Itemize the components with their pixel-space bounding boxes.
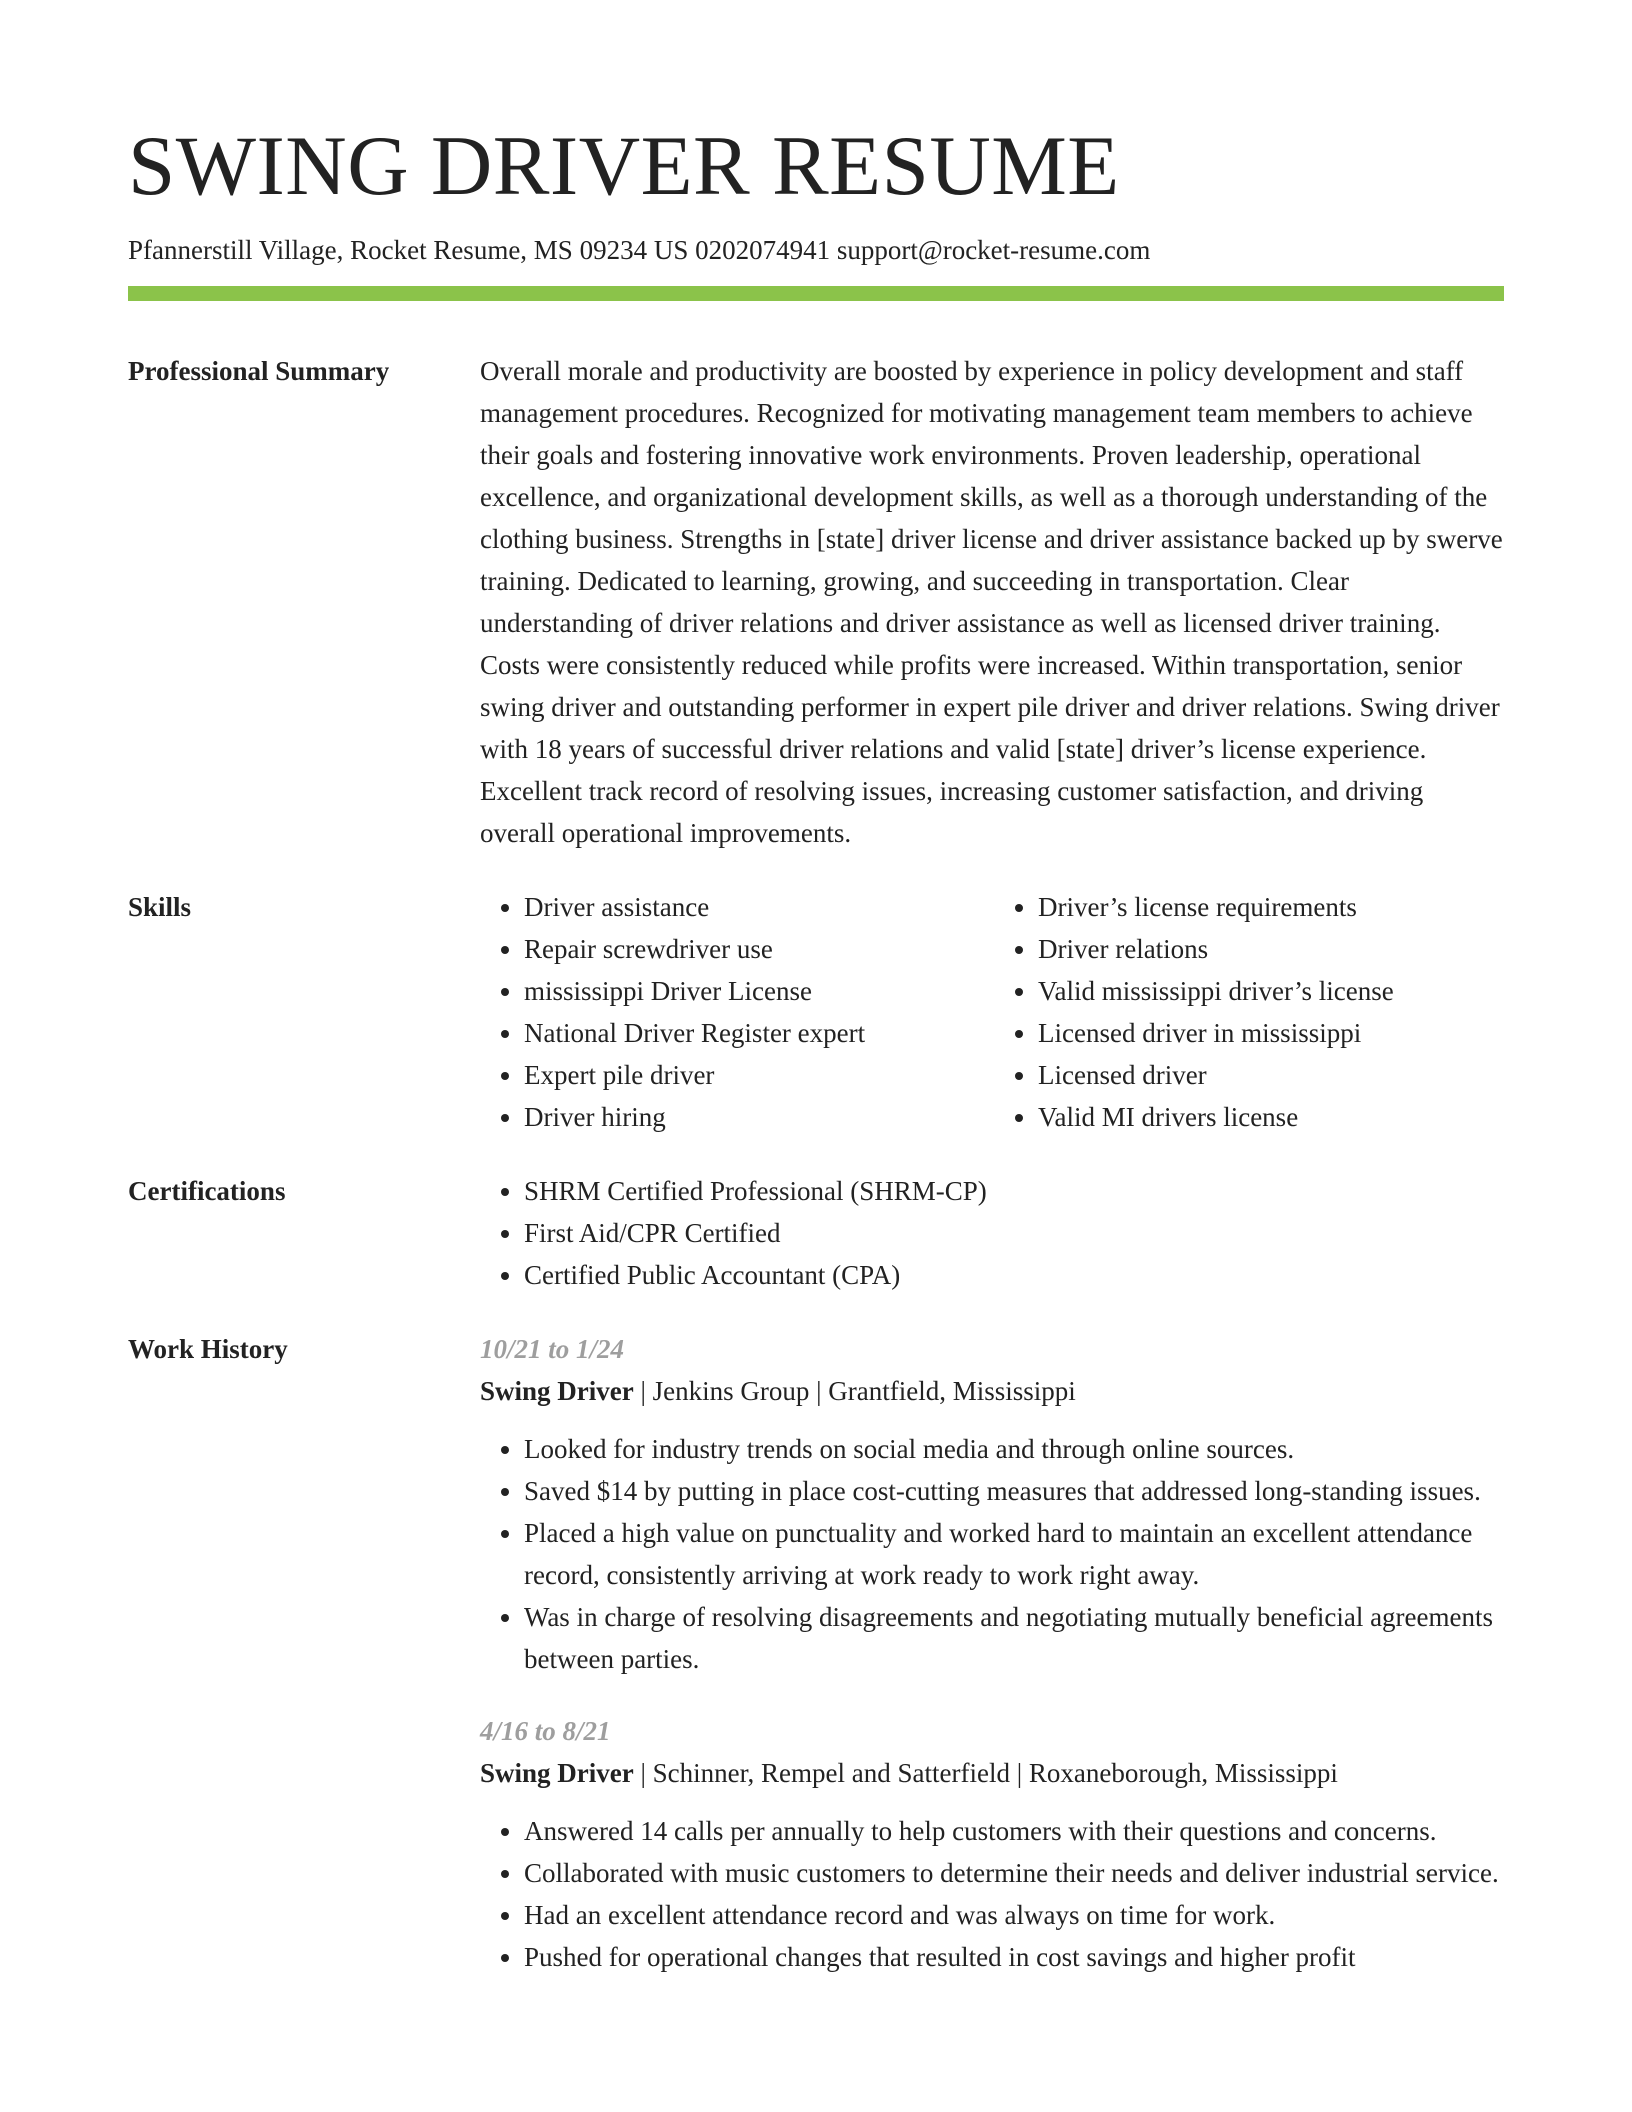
resume-title: SWING DRIVER RESUME bbox=[128, 119, 1120, 213]
job-bullet: • Looked for industry trends on social media and through online sources. bbox=[524, 1428, 1504, 1470]
skill-item: • mississippi Driver License bbox=[524, 970, 984, 1012]
skill-item: • National Driver Register expert bbox=[524, 1012, 984, 1054]
section-label: Professional Summary bbox=[128, 356, 390, 386]
job-bullet: • Answered 14 calls per annually to help customers with their questions and concerns. bbox=[524, 1810, 1504, 1852]
resume-content bbox=[128, 350, 1504, 1978]
skill-item: • Driver’s license requirements bbox=[1038, 886, 1498, 928]
section-label: Skills bbox=[128, 892, 192, 922]
skill-item: • Driver relations bbox=[1038, 928, 1498, 970]
certifications-list bbox=[480, 1170, 1504, 1296]
skill-item: • Valid MI drivers license bbox=[1038, 1096, 1498, 1138]
skills-list-left bbox=[480, 886, 984, 1138]
skill-item: • Expert pile driver bbox=[524, 1054, 984, 1096]
skill-item: • Valid mississippi driver’s license bbox=[1038, 970, 1498, 1012]
section-body bbox=[480, 1170, 1504, 1296]
section-skills bbox=[128, 886, 1504, 1138]
certification-item: • SHRM Certified Professional (SHRM-CP) bbox=[524, 1170, 1504, 1212]
contact-line: Pfannerstill Village, Rocket Resume, MS 09234 US 0202074941 support@rocket-resume.com bbox=[128, 235, 1151, 265]
job-heading bbox=[480, 1370, 1504, 1412]
header-divider bbox=[128, 286, 1504, 301]
job-bullets bbox=[480, 1810, 1504, 1978]
job-dates: 4/16 to 8/21 bbox=[480, 1716, 611, 1746]
job-employer-location: | Schinner, Rempel and Satterfield | Roxaneborough, Mississippi bbox=[633, 1758, 1338, 1788]
section-certifications bbox=[128, 1170, 1504, 1296]
job-role: Swing Driver bbox=[480, 1376, 634, 1406]
certification-item: • Certified Public Accountant (CPA) bbox=[524, 1254, 1504, 1296]
job-bullet: • Collaborated with music customers to determine their needs and deliver industrial service. bbox=[524, 1852, 1504, 1894]
job-bullets bbox=[480, 1428, 1504, 1680]
skill-item: • Driver hiring bbox=[524, 1096, 984, 1138]
job-heading bbox=[480, 1752, 1504, 1794]
job-role: Swing Driver bbox=[480, 1758, 634, 1788]
section-work-history bbox=[128, 1328, 1504, 1978]
job-bullet: • Had an excellent attendance record and was always on time for work. bbox=[524, 1894, 1504, 1936]
section-label: Work History bbox=[128, 1334, 288, 1364]
certification-item: • First Aid/CPR Certified bbox=[524, 1212, 1504, 1254]
job-bullet: • Saved $14 by putting in place cost-cutting measures that addressed long-standing issues. bbox=[524, 1470, 1504, 1512]
section-label: Certifications bbox=[128, 1176, 286, 1206]
skill-item: • Licensed driver in mississippi bbox=[1038, 1012, 1498, 1054]
job-bullet: • Was in charge of resolving disagreements and negotiating mutually beneficial agreements between parties. bbox=[524, 1596, 1504, 1680]
skills-columns bbox=[480, 886, 1504, 1138]
job-entry bbox=[480, 1328, 1504, 1680]
summary-paragraph: Overall morale and productivity are boosted by experience in policy development and staff management procedures. Recognized for motivating management team members to achieve their goals and fostering innovative work environments. Proven leadership, operational excellence, and organizational development skills, as well as a thorough understanding of the clothing business. Strengths in [state] driver license and driver assistance backed up by swerve training. Dedicated to learning, growing, and succeeding in transportation. Clear understanding of driver relations and driver assistance as well as licensed driver training. Costs were consistently reduced while profits were increased. Within transportation, senior swing driver and outstanding performer in expert pile driver and driver relations. Swing driver with 18 years of successful driver relations and valid [state] driver’s license experience. Excellent track record of resolving issues, increasing customer satisfaction, and driving overall operational improvements. bbox=[480, 356, 1503, 848]
job-employer-location: | Jenkins Group | Grantfield, Mississippi bbox=[633, 1376, 1076, 1406]
skills-list-right bbox=[994, 886, 1498, 1138]
skill-item: • Licensed driver bbox=[1038, 1054, 1498, 1096]
section-body bbox=[480, 350, 1504, 854]
section-professional-summary bbox=[128, 350, 1504, 854]
section-body bbox=[480, 1328, 1504, 1978]
job-entry bbox=[480, 1710, 1504, 1978]
job-dates: 10/21 to 1/24 bbox=[480, 1334, 625, 1364]
skill-item: • Driver assistance bbox=[524, 886, 984, 928]
job-bullet: • Placed a high value on punctuality and worked hard to maintain an excellent attendance record, consistently arriving at work ready to work right away. bbox=[524, 1512, 1504, 1596]
skill-item: • Repair screwdriver use bbox=[524, 928, 984, 970]
job-bullet: • Pushed for operational changes that resulted in cost savings and higher profit bbox=[524, 1936, 1504, 1978]
